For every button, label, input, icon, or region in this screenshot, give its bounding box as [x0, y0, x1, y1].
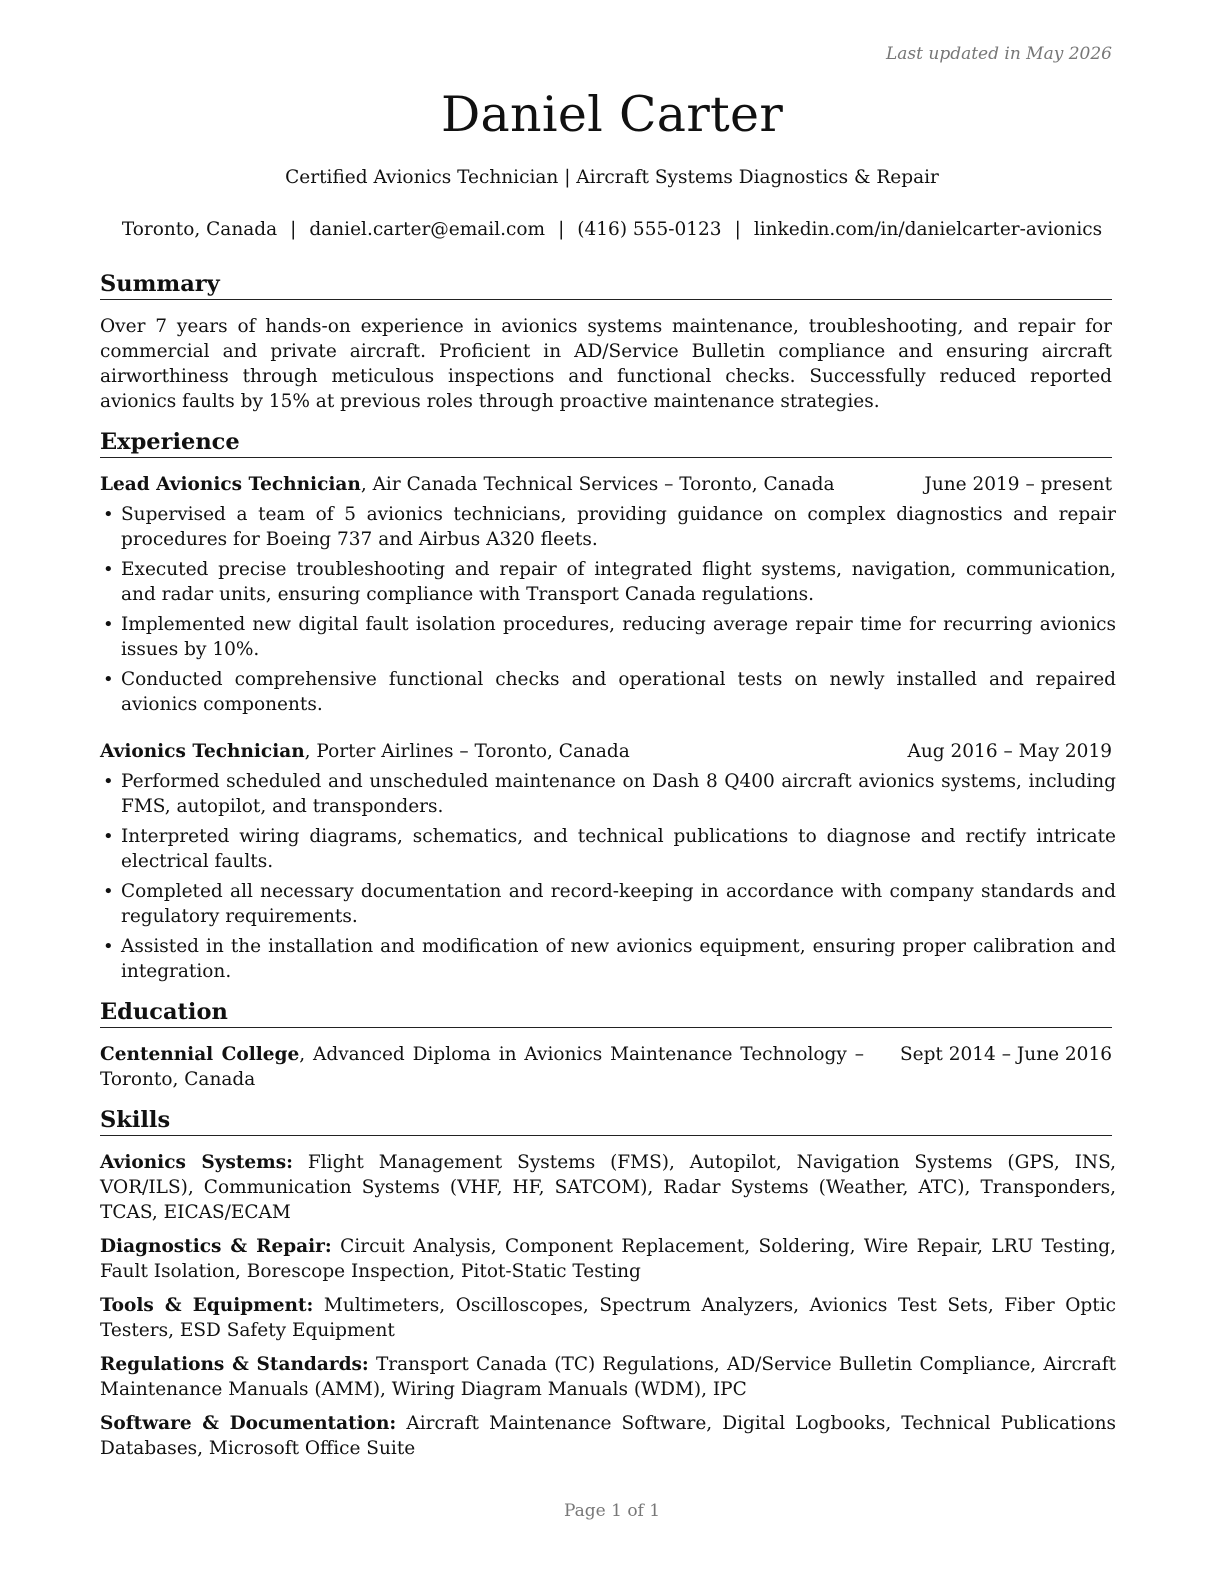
skill-label: Tools & Equipment: — [100, 1295, 314, 1316]
contact-phone[interactable]: (416) 555-0123 — [577, 219, 722, 240]
summary-heading: Summary — [100, 270, 1112, 300]
job-bullet: • Completed all necessary documentation and record-keeping in accordance with company standards and regulatory requirements. — [100, 879, 1116, 929]
skill-line — [100, 1150, 1116, 1225]
skill-value: Flight Management Systems (FMS), Autopilot, Navigation Systems (GPS, INS, VOR/ILS), Communication Systems (VHF, HF, SATCOM), Radar Systems (Weather, ATC), Transponders, TCAS, EICAS/ECAM — [100, 1152, 1116, 1223]
skill-line — [100, 1234, 1116, 1284]
job-header — [100, 472, 1112, 497]
resume-body — [100, 270, 1116, 1461]
job-dates: June 2019 – present — [924, 474, 1112, 495]
job-bullet: • Implemented new digital fault isolation procedures, reducing average repair time for recurring avionics issues by 10%. — [100, 612, 1116, 662]
experience-heading: Experience — [100, 428, 1112, 458]
contact-line — [0, 219, 1224, 240]
contact-separator: | — [558, 219, 565, 240]
job-header — [100, 739, 1112, 764]
education-dates: Sept 2014 – June 2016 — [899, 1044, 1112, 1065]
contact-location: Toronto, Canada — [121, 219, 278, 240]
job-bullet: • Performed scheduled and unscheduled maintenance on Dash 8 Q400 aircraft avionics systems, including FMS, autopilot, and transponders. — [100, 769, 1116, 819]
job-bullet: • Interpreted wiring diagrams, schematics, and technical publications to diagnose and rectify intricate electrical faults. — [100, 824, 1116, 874]
skill-line — [100, 1352, 1116, 1402]
contact-separator: | — [290, 219, 297, 240]
contact-email[interactable]: daniel.carter@email.com — [309, 219, 546, 240]
skill-value: Aircraft Maintenance Software, Digital Logbooks, Technical Publications Databases, Microsoft Office Suite — [100, 1413, 1116, 1459]
headline: Certified Avionics Technician | Aircraft Systems Diagnostics & Repair — [285, 167, 939, 188]
job-bullet: • Assisted in the installation and modification of new avionics equipment, ensuring proper calibration and integration. — [100, 934, 1116, 984]
job-bullet: • Supervised a team of 5 avionics technicians, providing guidance on complex diagnostics and repair procedures for Boeing 737 and Airbus A320 fleets. — [100, 502, 1116, 552]
job-bullet: • Conducted comprehensive functional checks and operational tests on newly installed and repaired avionics components. — [100, 667, 1116, 717]
job-bullet: • Executed precise troubleshooting and repair of integrated flight systems, navigation, communication, and radar units, ensuring compliance with Transport Canada regulations. — [100, 557, 1116, 607]
summary-text: Over 7 years of hands-on experience in avionics systems maintenance, troubleshooting, and repair for commercial and private aircraft. Proficient in AD/Service Bulletin compliance and ensuring aircraft airworthiness through meticulous inspections and functional checks. Successfully reduced reported avionics faults by 15% at previous roles through proactive maintenance strategies. — [100, 316, 1112, 412]
education-entry — [100, 1042, 1112, 1092]
contact-linkedin[interactable]: linkedin.com/in/danielcarter-avionics — [753, 219, 1103, 240]
skill-line — [100, 1293, 1116, 1343]
skill-value: Transport Canada (TC) Regulations, AD/Service Bulletin Compliance, Aircraft Maintenance Manuals (AMM), Wiring Diagram Manuals (WDM), IPC — [100, 1354, 1116, 1400]
job-bullet-list — [100, 502, 1116, 717]
candidate-name: Daniel Carter — [440, 86, 784, 143]
job-title: Avionics Technician — [100, 741, 305, 762]
education-heading: Education — [100, 998, 1112, 1028]
skills-heading: Skills — [100, 1106, 1112, 1136]
page-number: Page 1 of 1 — [563, 1501, 661, 1521]
job-employer: , Porter Airlines – Toronto, Canada — [304, 741, 630, 762]
skill-label: Regulations & Standards: — [100, 1354, 369, 1375]
skill-label: Diagnostics & Repair: — [100, 1236, 332, 1257]
degree-detail: , Advanced Diploma in Avionics Maintenance Technology – Toronto, Canada — [100, 1044, 864, 1090]
job-title: Lead Avionics Technician — [100, 474, 361, 495]
skill-label: Software & Documentation: — [100, 1413, 397, 1434]
job-bullet-list — [100, 769, 1116, 984]
job-dates: Aug 2016 – May 2019 — [907, 741, 1112, 762]
school-name: Centennial College — [100, 1044, 300, 1065]
skill-line — [100, 1411, 1116, 1461]
skill-value: Circuit Analysis, Component Replacement, Soldering, Wire Repair, LRU Testing, Fault Isolation, Borescope Inspection, Pitot-Static Testing — [100, 1236, 1116, 1282]
contact-separator: | — [734, 219, 741, 240]
job-employer: , Air Canada Technical Services – Toronto, Canada — [360, 474, 835, 495]
skill-value: Multimeters, Oscilloscopes, Spectrum Analyzers, Avionics Test Sets, Fiber Optic Testers, ESD Safety Equipment — [100, 1295, 1116, 1341]
skill-label: Avionics Systems: — [100, 1152, 294, 1173]
last-updated-note: Last updated in May 2026 — [885, 44, 1112, 64]
